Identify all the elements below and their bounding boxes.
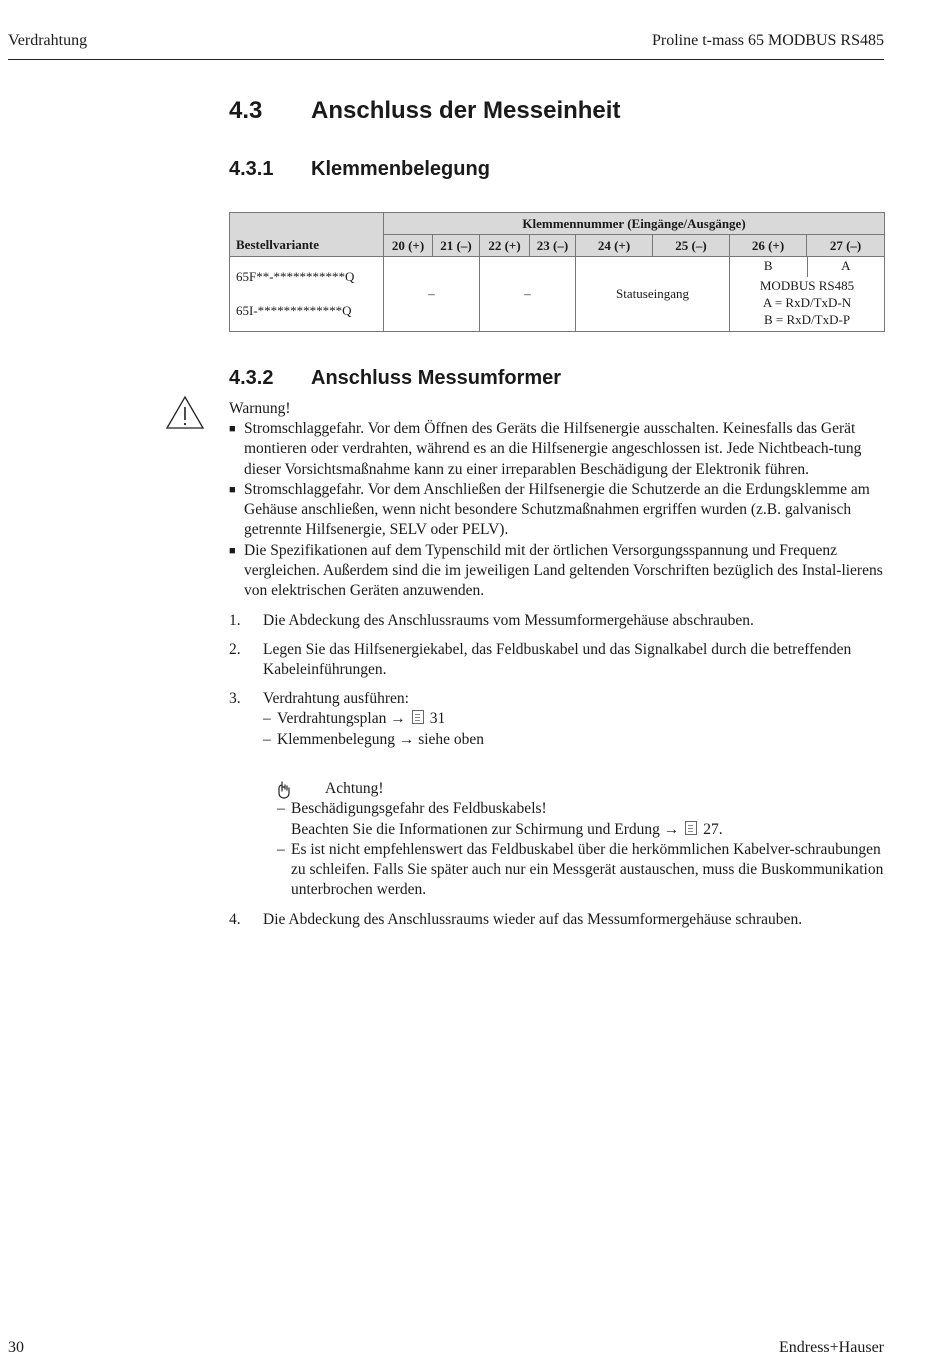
table-column-header: 27 (–) — [807, 235, 885, 257]
list-item: – Klemmenbelegung → siehe oben — [263, 730, 889, 750]
bullet-square-icon: ■ — [229, 544, 236, 557]
step-text: Die Abdeckung des Anschlussraums vom Messumformergehäuse abschrauben. — [263, 612, 754, 629]
modbus-a-line: A = RxD/TxD-N — [762, 295, 852, 310]
header-divider — [8, 59, 884, 60]
subsection-number: 4.3.2 — [229, 367, 274, 389]
hand-caution-icon — [277, 781, 291, 799]
table-cell-modbus — [730, 257, 885, 332]
table-header-terminal-group: Klemmennummer (Eingänge/Ausgänge) — [384, 213, 885, 235]
table-cell-terminals-22-23: – — [480, 257, 576, 332]
step-3 — [229, 689, 889, 750]
table-column-header: 20 (+) — [384, 235, 433, 257]
subsection-title: Klemmenbelegung — [311, 158, 490, 180]
section-title: Anschluss der Messeinheit — [311, 97, 621, 124]
step-number: 3. — [229, 690, 241, 707]
step-1 — [229, 611, 889, 631]
step-text: Verdrahtung ausführen: — [263, 690, 409, 707]
footer-brand: Endress+Hauser — [779, 1339, 884, 1356]
terminal-assignment-table — [229, 212, 885, 332]
caution-note — [277, 779, 887, 901]
list-item: – Beschädigungsgefahr des Feldbuskabels! Beachten Sie die Informationen zur Schirmung und Erdung → 27. — [277, 800, 723, 838]
page-reference-icon — [412, 710, 424, 724]
section-number: 4.3 — [229, 97, 263, 124]
caution-item-text: Es ist nicht empfehlenswert das Feldbuskabel über die herkömmlichen Kabelver-schraubungen zu schleifen. Falls Sie später auch nur ein Messgerät austauschen, muss die Buskommunikation unterbrochen werden. — [291, 840, 884, 899]
page-reference-icon — [685, 821, 697, 835]
page-ref-link[interactable]: 27. — [703, 820, 723, 838]
table-column-header: 23 (–) — [530, 235, 576, 257]
variant-code: 65F**-***********Q — [236, 269, 355, 284]
step-number: 1. — [229, 612, 241, 629]
table-cell-status-input: Statuseingang — [576, 257, 730, 332]
step-text: Die Abdeckung des Anschlussraums wieder auf das Messumformergehäuse schrauben. — [263, 911, 803, 928]
caution-item-text: Beachten Sie die Informationen zur Schirmung und Erdung → — [291, 820, 680, 838]
list-item: ■ Die Spezifikationen auf dem Typenschild mit der örtlichen Versorgungsspannung und Frequenz vergleichen. Außerdem sind die im jeweiligen Land geltenden Vorschriften bezüglich des Instal-lierens von elektrischen Geräten anzuwenden. — [229, 541, 889, 602]
step-4 — [229, 910, 889, 930]
caution-label: Achtung! — [325, 780, 384, 797]
modbus-b-line: B = RxD/TxD-P — [763, 312, 851, 327]
warning-bullets — [229, 419, 889, 602]
table-column-header: 26 (+) — [730, 235, 807, 257]
table-column-header: 21 (–) — [433, 235, 480, 257]
list-item: – Verdrahtungsplan → 31 — [263, 710, 446, 728]
list-item: – Es ist nicht empfehlenswert das Feldbuskabel über die herkömmlichen Kabelver-schraubungen zu schleifen. Falls Sie später auch nur ein Messgerät austauschen, muss die Buskommunikation unterbrochen werden. — [277, 840, 887, 901]
table-header-order-variant: Bestellvariante — [230, 213, 384, 257]
running-header-product: Proline t-mass 65 MODBUS RS485 — [651, 32, 884, 49]
step-number: 2. — [229, 641, 241, 658]
bullet-square-icon: ■ — [229, 483, 236, 496]
table-column-header: 25 (–) — [653, 235, 730, 257]
table-column-header: 22 (+) — [480, 235, 530, 257]
caution-item-text: Beschädigungsgefahr des Feldbuskabels! — [291, 800, 547, 818]
subsection-number: 4.3.1 — [229, 158, 274, 180]
list-item: ■ Stromschlaggefahr. Vor dem Öffnen des Geräts die Hilfsenergie ausschalten. Keinesfalls das Gerät montieren oder verdrahten, während es an die Hilfsenergie angeschlossen ist. Jede Nichtbeach-tung dieser Vorsichtsmaßnahme kann zu einer irreparablen Beschädigung der Elektronik führen. — [229, 419, 889, 480]
page-number: 30 — [8, 1339, 24, 1356]
terminal-26-signal: B — [730, 257, 808, 277]
table-column-header: 24 (+) — [576, 235, 653, 257]
variant-code: 65I-*************Q — [236, 303, 352, 318]
subsection-title: Anschluss Messumformer — [311, 367, 562, 389]
step-2 — [229, 640, 889, 681]
terminal-assignment-ref: Klemmenbelegung → siehe oben — [277, 730, 485, 748]
list-item: ■ Stromschlaggefahr. Vor dem Anschließen der Hilfsenergie die Schutzerde an die Erdungsklemme am Gehäuse anschließen, wenn nicht besondere Schutzmaßnahmen ergriffen wurden (z.B. galvanisch getrennte Hilfsenergie, SELV oder PELV). — [229, 480, 889, 541]
bullet-square-icon: ■ — [229, 423, 236, 435]
terminal-27-signal: A — [841, 258, 851, 273]
warning-label: Warnung! — [229, 400, 291, 417]
step-number: 4. — [229, 911, 241, 928]
wiring-plan-ref: Verdrahtungsplan → — [277, 710, 406, 728]
table-cell-terminals-20-21: – — [384, 257, 480, 332]
table-cell-variants — [230, 257, 384, 332]
running-header-chapter: Verdrahtung — [8, 32, 88, 49]
page-ref-link[interactable]: 31 — [429, 710, 446, 728]
step-text: Legen Sie das Hilfsenergiekabel, das Feldbuskabel und das Signalkabel durch die betreffenden Kabeleinführungen. — [263, 641, 852, 679]
modbus-label: MODBUS RS485 — [759, 278, 855, 293]
warning-triangle-icon — [165, 395, 205, 431]
